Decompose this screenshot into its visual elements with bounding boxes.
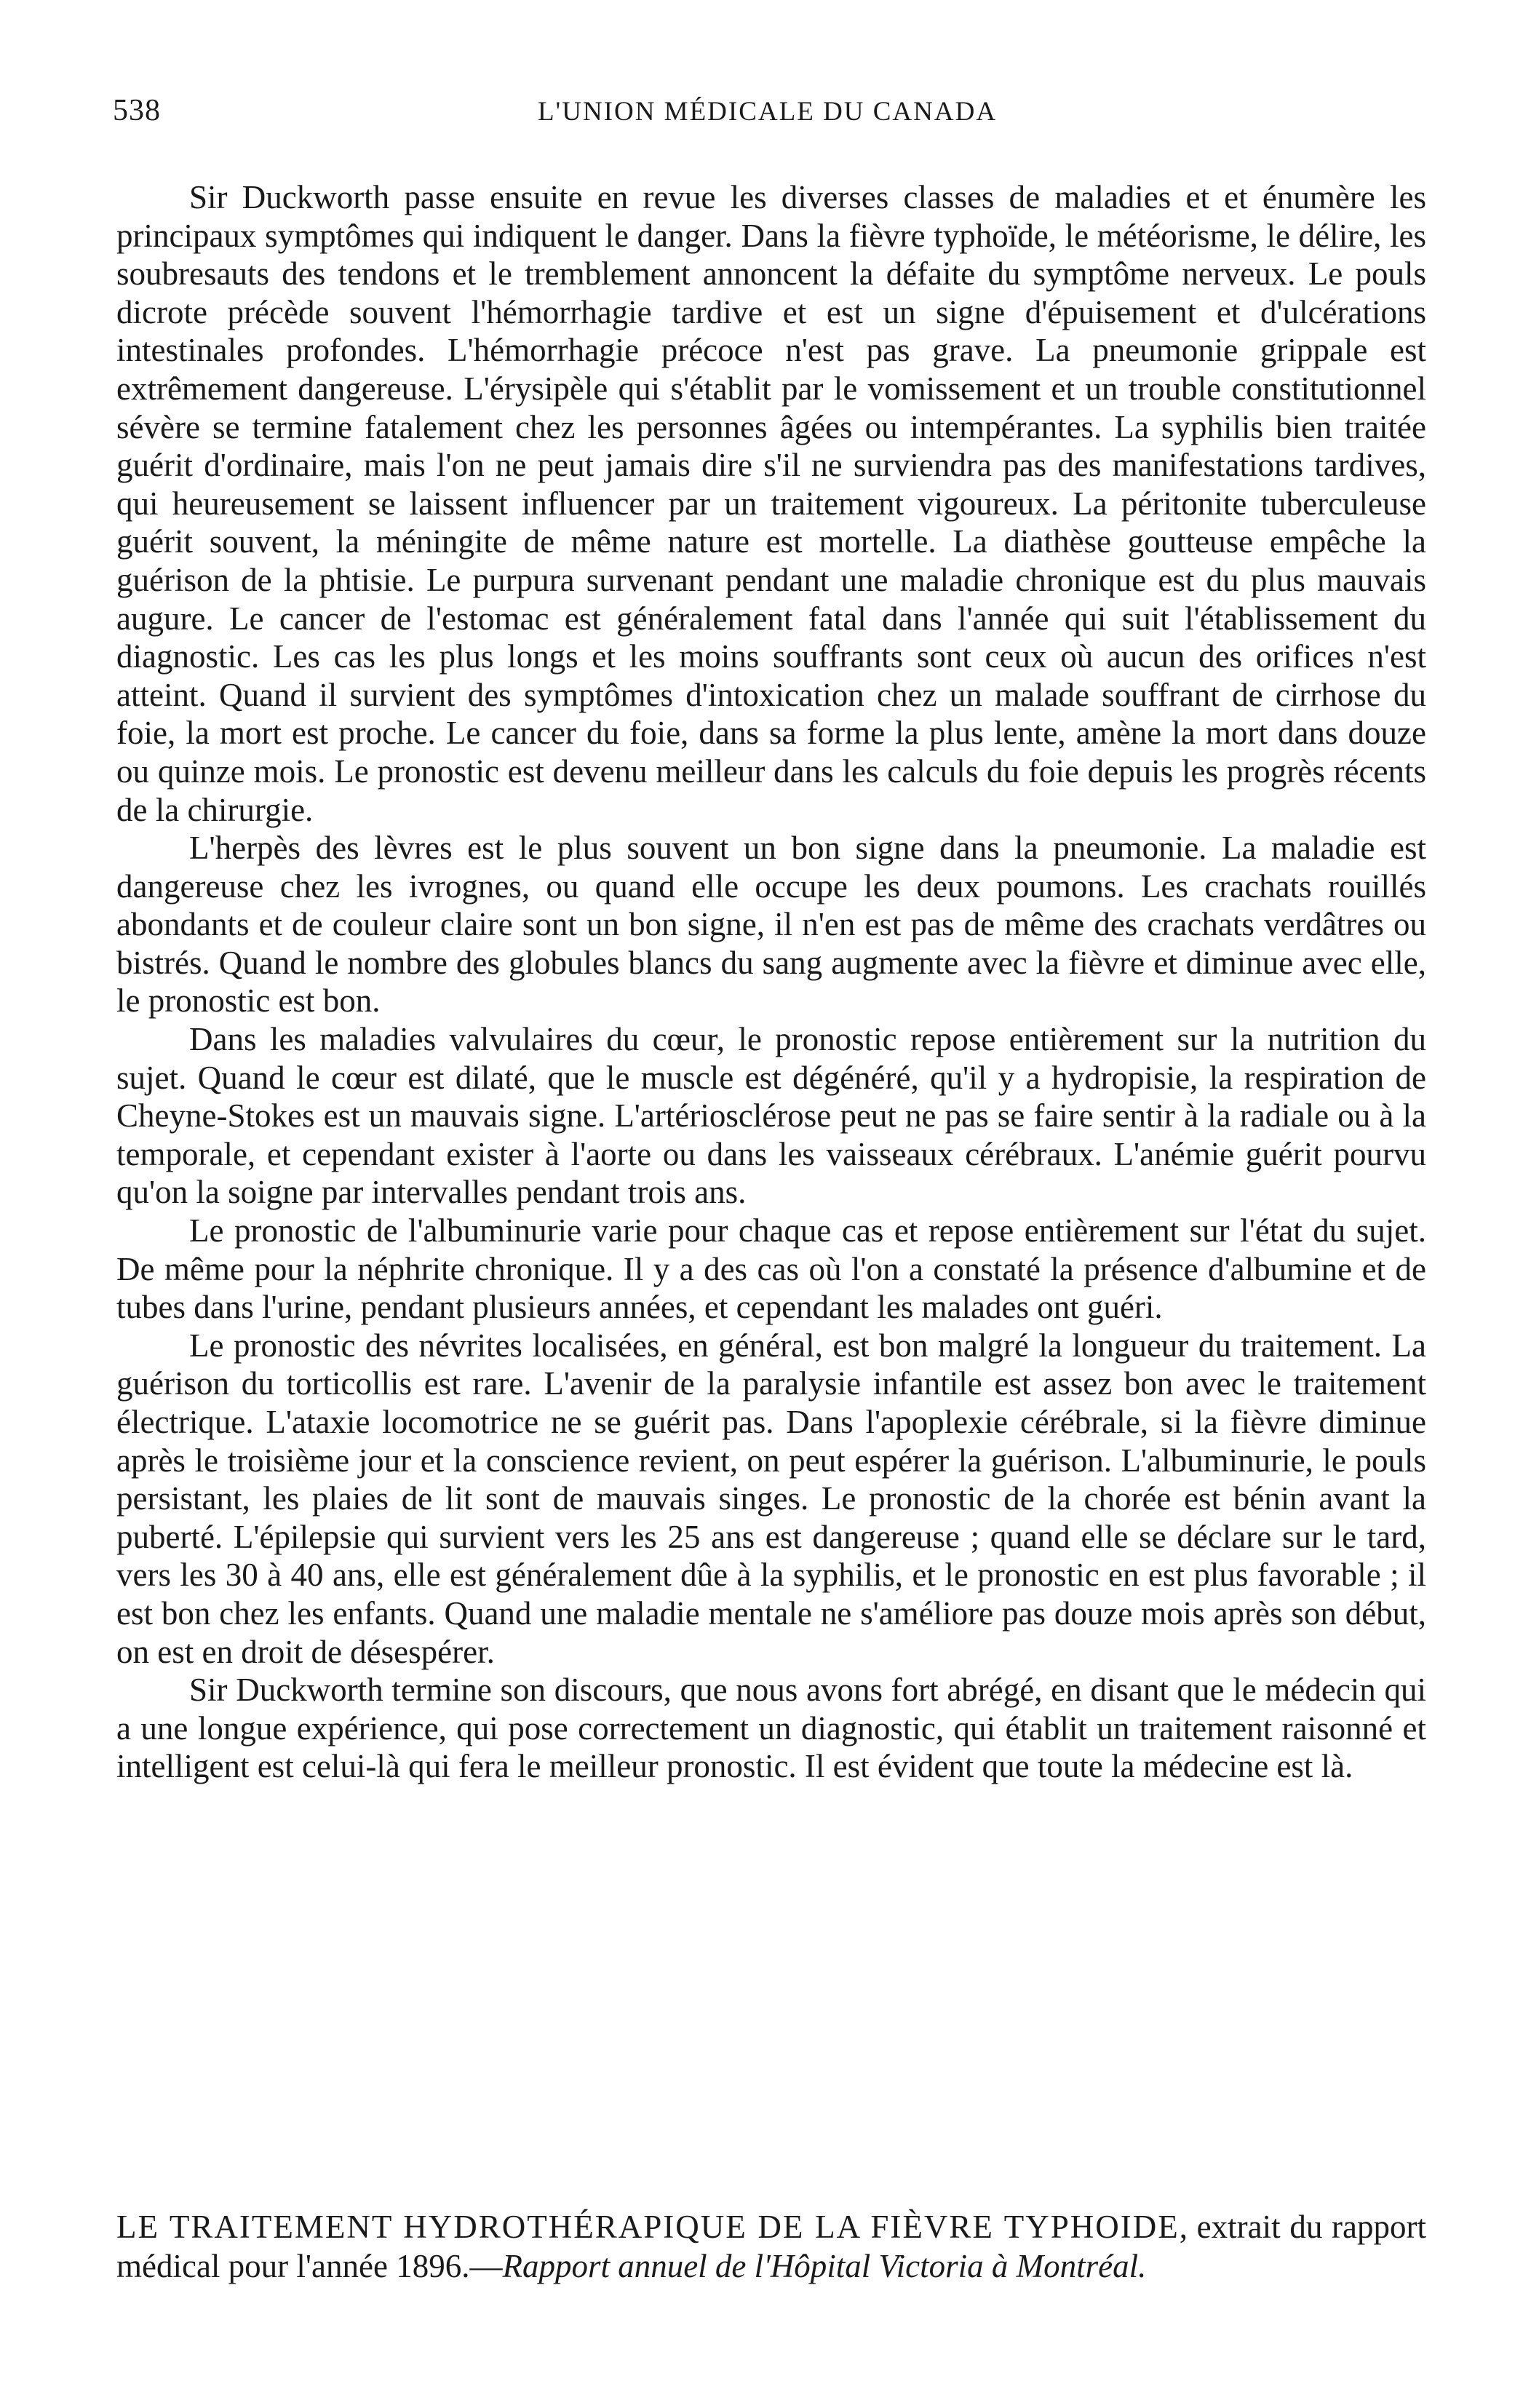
- page-number: 538: [113, 94, 161, 127]
- body-text: [116, 178, 1426, 1786]
- paragraph: Sir Duckworth termine son discours, que nous avons fort abrégé, en disant que le médecin qui a une longue expérience, qui pose correctement un diagnostic, qui établit un traitement raisonné et intelligent est celui-là qui fera le meilleur pronostic. Il est évident que toute la médecine est là.: [116, 1672, 1426, 1785]
- paragraph: Le pronostic des névrites localisées, en général, est bon malgré la longueur du traitement. La guérison du torticollis est rare. L'avenir de la paralysie infantile est assez bon avec le traitement électrique. L'ataxie locomotrice ne se guérit pas. Dans l'apoplexie cérébrale, si la fièvre diminue après le troisième jour et la conscience revient, on peut espérer la guérison. L'albuminurie, le pouls persistant, les plaies de lit sont de mauvais singes. Le pronostic de la chorée est bénin avant la puberté. L'épilepsie qui survient vers les 25 ans est dangereuse ; quand elle se déclare sur le tard, vers les 30 à 40 ans, elle est généralement dûe à la syphilis, et le pronostic en est plus favorable ; il est bon chez les enfants. Quand une maladie mentale ne s'améliore pas douze mois après son début, on est en droit de désespérer.: [116, 1327, 1426, 1670]
- section-source: Rapport annuel de l'Hôpital Victoria à Montréal.: [502, 2248, 1147, 2284]
- section-title: LE TRAITEMENT HYDROTHÉRAPIQUE DE LA FIÈVRE TYPHOIDE: [116, 2209, 1180, 2245]
- paragraph: Le pronostic de l'albuminurie varie pour chaque cas et repose entièrement sur l'état du sujet. De même pour la néphrite chronique. Il y a des cas où l'on a constaté la présence d'albumine et de tubes dans l'urine, pendant plusieurs années, et cependant les malades ont guéri.: [116, 1212, 1426, 1326]
- section-heading: [116, 2207, 1426, 2286]
- page-header: [113, 93, 1422, 137]
- paragraph: Sir Duckworth passe ensuite en revue les diverses classes de maladies et et énumère les principaux symptômes qui indiquent le danger. Dans la fièvre typhoïde, le météorisme, le délire, les soubresauts des tendons et le tremblement annoncent la défaite du symptôme nerveux. Le pouls dicrote précède souvent l'hémorrhagie tardive et est un signe d'épuisement et d'ulcérations intestinales profondes. L'hémorrhagie précoce n'est pas grave. La pneumonie grippale est extrêmement dangereuse. L'érysipèle qui s'établit par le vomissement et un trouble constitutionnel sévère se termine fatalement chez les personnes âgées ou intempérantes. La syphilis bien traitée guérit d'ordinaire, mais l'on ne peut jamais dire s'il ne surviendra pas des manifestations tardives, qui heureusement se laissent influencer par un traitement vigoureux. La péritonite tuberculeuse guérit souvent, la méningite de même nature est mortelle. La diathèse goutteuse empêche la guérison de la phtisie. Le purpura survenant pendant une maladie chronique est du plus mauvais augure. Le cancer de l'estomac est généralement fatal dans l'année qui suit l'établissement du diagnostic. Les cas les plus longs et les moins souffrants sont ceux où aucun des orifices n'est atteint. Quand il survient des symptômes d'intoxication chez un malade souffrant de cirrhose du foie, la mort est proche. Le cancer du foie, dans sa forme la plus lente, amène la mort dans douze ou quinze mois. Le pronostic est devenu meilleur dans les calculs du foie depuis les progrès récents de la chirurgie.: [116, 179, 1426, 828]
- section-subtitle: , extrait du rapport médical pour l'année 1896.—: [116, 2209, 1426, 2284]
- running-title: L'UNION MÉDICALE DU CANADA: [537, 97, 998, 127]
- paragraph: Dans les maladies valvulaires du cœur, le pronostic repose entièrement sur la nutrition du sujet. Quand le cœur est dilaté, que le muscle est dégénéré, qu'il y a hydropisie, la respiration de Cheyne-Stokes est un mauvais signe. L'artériosclérose peut ne pas se faire sentir à la radiale ou à la temporale, et cependant exister à l'aorte ou dans les vaisseaux cérébraux. L'anémie guérit pourvu qu'on la soigne par intervalles pendant trois ans.: [116, 1021, 1426, 1211]
- paragraph: L'herpès des lèvres est le plus souvent un bon signe dans la pneumonie. La maladie est dangereuse chez les ivrognes, ou quand elle occupe les deux poumons. Les crachats rouillés abondants et de couleur claire sont un bon signe, il n'en est pas de même des crachats verdâtres ou bistrés. Quand le nombre des globules blancs du sang augmente avec la fièvre et diminue avec elle, le pronostic est bon.: [116, 830, 1426, 1020]
